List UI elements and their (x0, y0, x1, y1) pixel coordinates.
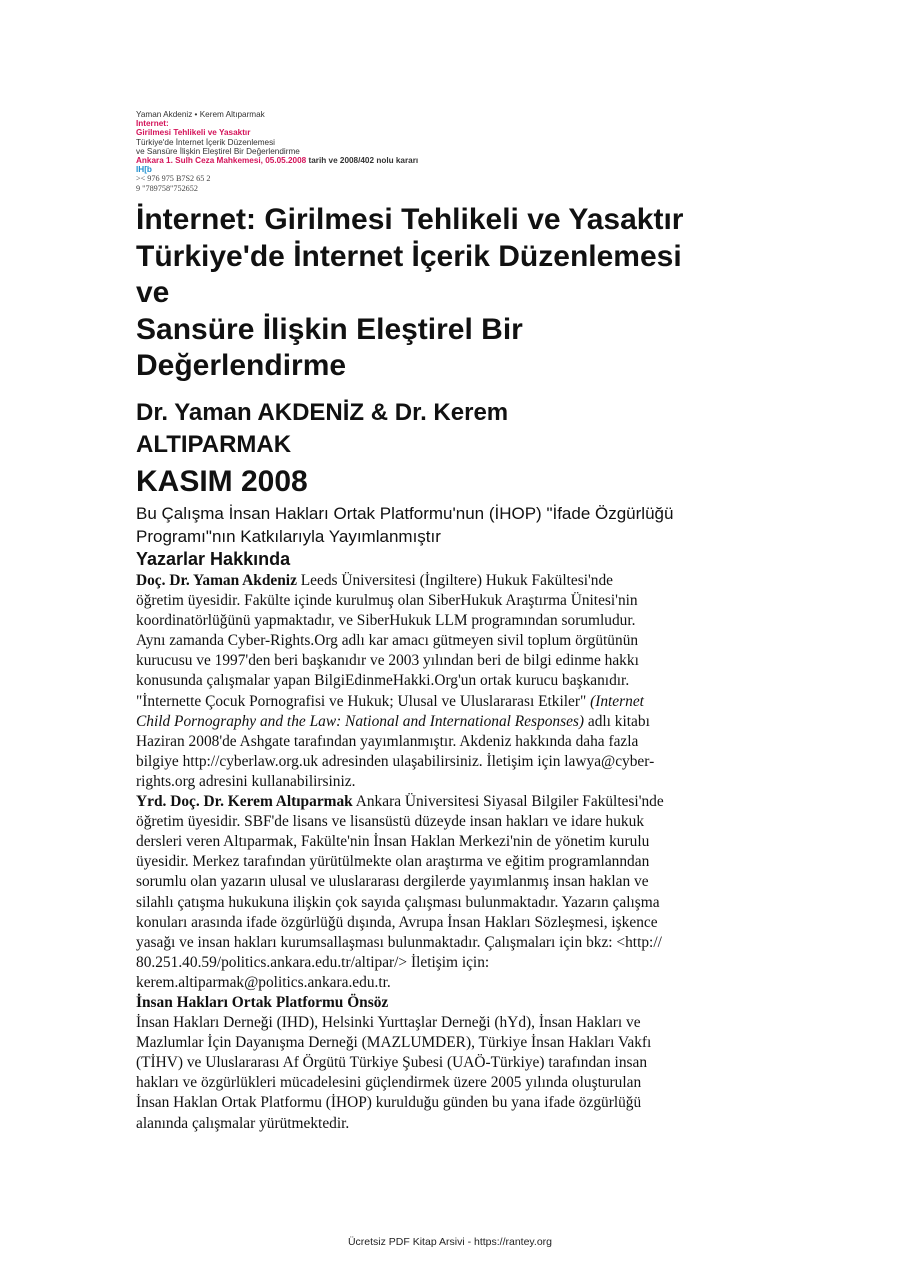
title-line: İnternet: Girilmesi Tehlikeli ve Yasaktır (136, 203, 684, 236)
paragraph-line: İnsan Haklan Ortak Platformu (İHOP) kurulduğu günden bu yana ifade özgürlüğü (136, 1094, 642, 1112)
meta-court-rest: tarih ve 2008/402 nolu kararı (306, 156, 419, 166)
paragraph-line: kerem.altiparmak@politics.ankara.edu.tr. (136, 973, 391, 991)
paragraph-line: (TİHV) ve Uluslararası Af Örgütü Türkiye Şubesi (UAÖ-Türkiye) tarafından insan (136, 1054, 648, 1072)
meta-court-line (136, 156, 836, 165)
text-span: Ankara Üniversitesi Siyasal Bilgiler Fakültesi'nde (352, 793, 664, 811)
title-line: ve (136, 276, 170, 309)
authors-heading-line: ALTIPARMAK (136, 431, 292, 458)
paragraph-line: alanında çalışmalar yürütmektedir. (136, 1114, 350, 1132)
cover-metadata (136, 110, 836, 193)
meta-court: Ankara 1. Sulh Ceza Mahkemesi, 05.05.2008 (136, 156, 307, 166)
book-title-en: Child Pornography and the Law: National and International Responses) (136, 712, 585, 730)
paragraph-line: öğretim üyesidir. Fakülte içinde kurulmuş olan SiberHukuk Araştırma Ünitesi'nin (136, 592, 638, 610)
paragraph-line: Mazlumlar İçin Dayanışma Derneği (MAZLUMDER), Türkiye İnsan Hakları Vakfı (136, 1034, 652, 1052)
title-line: Değerlendirme (136, 349, 347, 382)
paragraph-line: hakları ve özgürlükleri mücadelesini güçlendirmek üzere 2005 yılında oluşturulan (136, 1074, 642, 1092)
paragraph-line: bilgiye http://cyberlaw.org.uk adresinden ulaşabilirsiniz. İletişim için lawya@cyber- (136, 752, 655, 770)
text-span: Leeds Üniversitesi (İngiltere) Hukuk Fakültesi'nde (296, 572, 613, 589)
paragraph-line: yasağı ve insan hakları kurumsallaşması bulunmaktadır. Çalışmaları için bkz: <http:// (136, 933, 662, 951)
paragraph-line: rights.org adresini kullanabilirsiniz. (136, 772, 356, 790)
publisher-logo: IH[b (136, 165, 152, 175)
title-line: Türkiye'de İnternet İçerik Düzenlemesi (136, 239, 682, 273)
section-heading-authors: Yazarlar Hakkında (136, 549, 291, 569)
body-text (136, 571, 816, 1134)
support-note-line: Programı"nın Katkılarıyla Yayımlanmıştır (136, 526, 441, 546)
author-name-altiparmak: Yrd. Doç. Dr. Kerem Altıparmak (136, 793, 353, 811)
preface-heading (136, 993, 816, 1013)
paragraph-line: silahlı çatışma hukukuna ilişkin çok sayıda çalışması bulunmaktadır. Yazarın çalışma (136, 893, 660, 911)
book-title-en: (Internet (590, 692, 644, 710)
title-line: Sansüre İlişkin Eleştirel Bir (136, 312, 523, 346)
paragraph-line: Aynı zamanda Cyber-Rights.Org adlı kar amacı gütmeyen sivil toplum örgütünün (136, 632, 639, 650)
support-note (136, 503, 816, 548)
paragraph-line: konusunda çalışmalar yapan BilgiEdinmeHakki.Org'un ortak kurucu başkanıdır. (136, 672, 630, 690)
paragraph-line: 80.251.40.59/politics.ankara.edu.tr/altipar/> İletişim için: (136, 953, 490, 971)
author-name-akdeniz: Doç. Dr. Yaman Akdeniz (136, 572, 297, 589)
barcode-line-1: >< 976 975 B7S2 65 2 (136, 174, 211, 184)
page-footer: Ücretsiz PDF Kitap Arsivi - https://rantey.org (347, 1236, 553, 1248)
text-span: adlı kitabı (584, 712, 650, 730)
authors-heading (136, 397, 816, 461)
barcode-line-2: 9 "789758"752652 (136, 183, 198, 193)
paragraph-line: dersleri veren Altıparmak, Fakülte'nin İnsan Haklan Merkezi'nin de yönetim kurulu (136, 833, 650, 851)
meta-authors: Yaman Akdeniz • Kerem Altıparmak (136, 110, 265, 119)
authors-heading-line: Dr. Yaman AKDENİZ & Dr. Kerem (136, 399, 509, 426)
paragraph-line: kurucusu ve 1997'den beri başkanıdır ve 2003 yılından beri de bilgi edinme hakkı (136, 652, 639, 670)
meta-series: Internet: (136, 119, 169, 129)
text-span: "İnternette Çocuk Pornografisi ve Hukuk; Ulusal ve Uluslararası Etkiler" (136, 692, 591, 710)
meta-line3: Türkiye'de İnternet İçerik Düzenlemesi (136, 137, 275, 147)
paragraph-line (136, 571, 816, 591)
paragraph-line: koordinatörlüğünü yapmaktadır, ve SiberHukuk LLM programından sorumludur. (136, 612, 636, 630)
meta-line4: ve Sansüre İlişkin Eleştirel Bir Değerlendirme (136, 146, 300, 156)
paragraph-line (136, 712, 816, 732)
meta-subtitle: Girilmesi Tehlikeli ve Yasaktır (136, 128, 251, 138)
paragraph-line (136, 792, 816, 812)
publication-date: KASIM 2008 (136, 465, 308, 498)
document-title (136, 202, 816, 385)
paragraph-line: İnsan Hakları Derneği (IHD), Helsinki Yurttaşlar Derneği (hYd), İnsan Hakları ve (136, 1014, 641, 1032)
paragraph-line (136, 692, 816, 712)
preface-heading-text: İnsan Hakları Ortak Platformu Önsöz (136, 993, 389, 1011)
paragraph-line: öğretim üyesidir. SBF'de lisans ve lisansüstü düzeyde insan hakları ve idare hukuk (136, 813, 645, 831)
paragraph-line: sorumlu olan yazarın ulusal ve uluslararası dergilerde yayımlanmış insan haklan ve (136, 873, 649, 891)
support-note-line: Bu Çalışma İnsan Hakları Ortak Platformu'nun (İHOP) "İfade Özgürlüğü (136, 504, 674, 523)
paragraph-line: konuları arasında ifade özgürlüğü dışında, Avrupa İnsan Hakları Sözleşmesi, işkence (136, 913, 658, 931)
paragraph-line: Haziran 2008'de Ashgate tarafından yayımlanmıştır. Akdeniz hakkında daha fazla (136, 732, 639, 750)
paragraph-line: üyesidir. Merkez tarafından yürütülmekte olan araştırma ve eğitim programlanndan (136, 853, 650, 871)
